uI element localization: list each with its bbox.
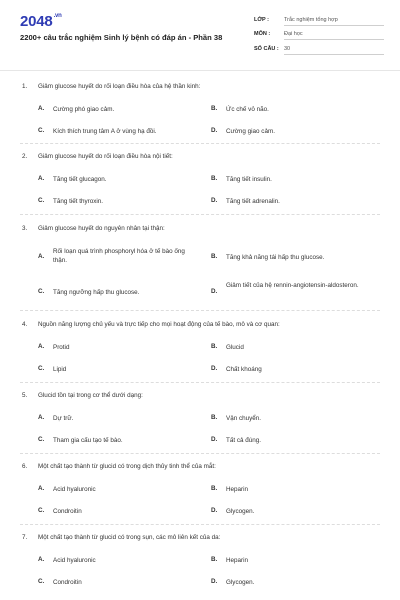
site-logo[interactable]: $2048^{.vn}$ <box>20 13 62 30</box>
meta-label: MÔN : <box>254 31 271 37</box>
question-stem: 5. Glucid tồn tại trong cơ thể dưới dạng: <box>22 392 143 399</box>
meta-value: 30 <box>284 46 384 55</box>
question-stem: 7. Một chất tạo thành từ glucid có trong sụn, các mô liên kết của da: <box>22 534 221 541</box>
page-header <box>0 0 400 71</box>
question-stem: 6. Một chất tạo thành từ glucid có trong dịch thủy tinh thể của mắt: <box>22 463 216 470</box>
question-divider <box>20 382 380 383</box>
question-stem: 4. Nguồn năng lượng chủ yếu và trực tiếp cho mọi hoạt động của tế bào, mô và cơ quan: <box>22 321 280 328</box>
question-stem: 2. Giảm glucose huyết do rối loạn điều hòa nội tiết: <box>22 153 173 160</box>
meta-value: Đại học <box>284 31 384 40</box>
question-divider <box>20 214 380 215</box>
question-stem: 1. Giảm glucose huyết do rối loạn điều hòa của hệ thần kinh: <box>22 83 201 90</box>
meta-label: LỚP : <box>254 17 269 23</box>
question-stem: 3. Giảm glucose huyết do nguyên nhân tại thận: <box>22 225 165 232</box>
page-title: 2200+ câu trắc nghiệm Sinh lý bệnh có đáp án - Phần 38 <box>20 33 223 42</box>
meta-label: SỐ CÂU : <box>254 46 279 52</box>
question-divider <box>20 524 380 525</box>
question-divider <box>20 453 380 454</box>
question-divider <box>20 310 380 311</box>
question-divider <box>20 143 380 144</box>
meta-value: Trắc nghiệm tổng hợp <box>284 17 384 26</box>
